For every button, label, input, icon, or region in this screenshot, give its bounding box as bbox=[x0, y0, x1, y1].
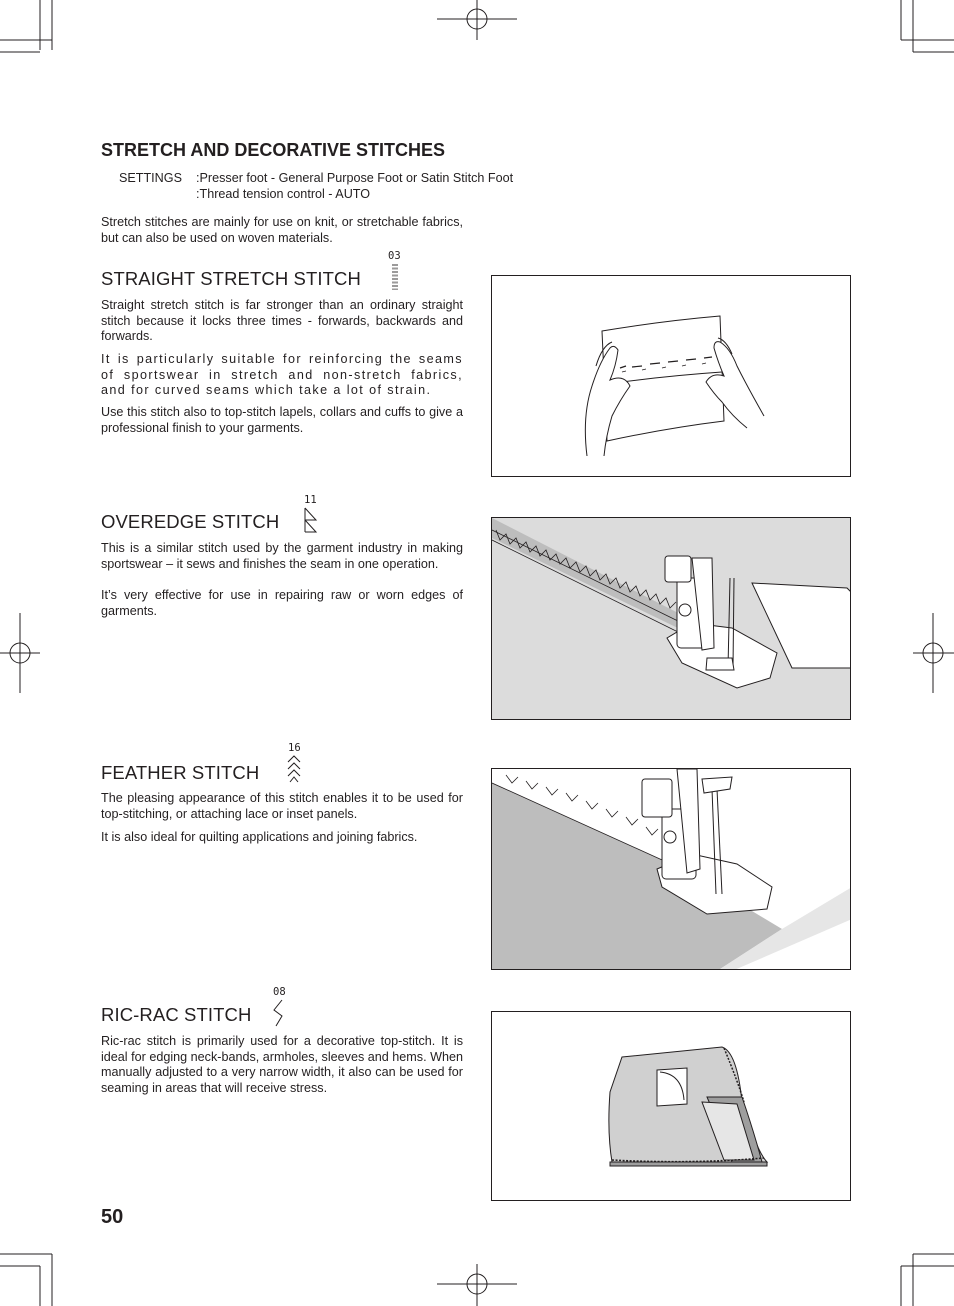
section-paragraph: Ric-rac stitch is primarily used for a decorative top-stitch. It is ideal for edging neck-bands, armholes, sleeves and hems. When manually adjusted to a very narrow width, it also can be used for seaming in areas that will receive stress. bbox=[101, 1034, 463, 1095]
registration-mark-icon bbox=[437, 0, 517, 40]
settings-label: SETTINGS bbox=[119, 171, 182, 185]
stitch-number: 16 bbox=[288, 742, 301, 754]
settings-line-1: :Presser foot - General Purpose Foot or Satin Stitch Foot bbox=[196, 171, 514, 185]
settings-line-2: :Thread tension control - AUTO bbox=[196, 186, 371, 201]
section-paragraph: It is particularly suitable for reinforcing the seams of sportswear in stretch and non-stretch fabrics, and for curved seams which take a lot of strain. bbox=[101, 352, 463, 398]
registration-mark-icon bbox=[0, 613, 40, 693]
section-paragraph: Use this stitch also to top-stitch lapels, collars and cuffs to give a professional finish to your garments. bbox=[101, 405, 463, 435]
section-title-overedge: OVEREDGE STITCH bbox=[101, 511, 280, 532]
stitch-number: 03 bbox=[388, 250, 401, 262]
page-number: 50 bbox=[101, 1206, 124, 1228]
presser-foot-overedge-illustration bbox=[492, 518, 851, 720]
crop-mark-icon bbox=[901, 0, 954, 52]
presser-foot-feather-illustration bbox=[492, 769, 851, 970]
crop-mark-icon bbox=[0, 1254, 52, 1306]
straight-stretch-stitch-icon bbox=[389, 262, 401, 292]
overedge-stitch-icon bbox=[302, 506, 320, 534]
page-title: STRETCH AND DECORATIVE STITCHES bbox=[101, 140, 446, 160]
figure-feather-sewing bbox=[491, 768, 851, 970]
section-paragraph: The pleasing appearance of this stitch enables it to be used for top-stitching, or attaching lace or inset panels. bbox=[101, 791, 463, 821]
ric-rac-stitch-icon bbox=[270, 998, 288, 1028]
figure-ric-rac-garment bbox=[491, 1011, 851, 1201]
figure-hands-stretching-fabric bbox=[491, 275, 851, 477]
section-paragraph: Straight stretch stitch is far stronger than an ordinary straight stitch because it locks three times - forwards, backwards and forwards. bbox=[101, 298, 463, 344]
section-title-feather: FEATHER STITCH bbox=[101, 762, 260, 783]
section-paragraph: It’s very effective for use in repairing raw or worn edges of garments. bbox=[101, 588, 463, 618]
section-title-ric-rac: RIC-RAC STITCH bbox=[101, 1004, 252, 1025]
settings-block bbox=[119, 171, 513, 202]
section-title-straight-stretch: STRAIGHT STRETCH STITCH bbox=[101, 268, 361, 289]
section-paragraph: This is a similar stitch used by the garment industry in making sportswear – it sews and finishes the seam in one operation. bbox=[101, 541, 463, 571]
figure-overedge-sewing bbox=[491, 517, 851, 720]
folded-garment-illustration bbox=[492, 1012, 851, 1201]
stitch-number: 11 bbox=[304, 494, 317, 506]
registration-mark-icon bbox=[437, 1264, 517, 1306]
registration-mark-icon bbox=[913, 613, 954, 693]
hands-stretching-fabric-illustration bbox=[492, 276, 851, 477]
crop-mark-icon bbox=[0, 0, 52, 52]
intro-paragraph: Stretch stitches are mainly for use on knit, or stretchable fabrics, but can also be used on woven materials. bbox=[101, 215, 463, 245]
crop-mark-icon bbox=[901, 1254, 954, 1306]
section-paragraph: It is also ideal for quilting applications and joining fabrics. bbox=[101, 830, 418, 844]
feather-stitch-icon bbox=[286, 754, 304, 784]
stitch-number: 08 bbox=[273, 986, 286, 998]
